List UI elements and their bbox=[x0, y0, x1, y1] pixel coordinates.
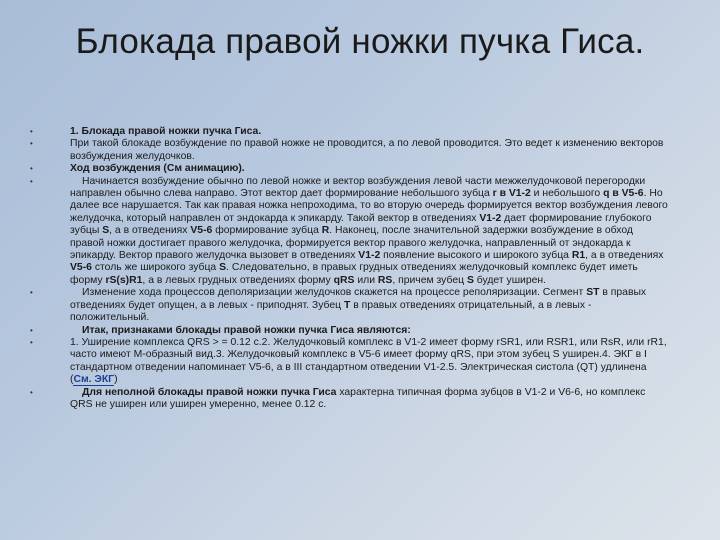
text-run: появление высокого и широкого зубца bbox=[380, 250, 572, 262]
text-run: и небольшого bbox=[530, 188, 604, 200]
bold-run: S bbox=[219, 262, 227, 274]
bold-run: q в V5-6 bbox=[603, 188, 644, 200]
bold-run: RS bbox=[377, 274, 393, 286]
bold-run: V5-6 bbox=[190, 225, 213, 237]
text-run: в правых отведениях отрицательный, а в левых - положительный. bbox=[70, 299, 592, 324]
see-ecg-link[interactable]: См. ЭКГ bbox=[73, 374, 115, 386]
bullet-item-6 bbox=[28, 325, 668, 337]
item-heading: Итак, признаками блокады правой ножки пучка Гиса являются: bbox=[82, 324, 411, 336]
bold-run: R bbox=[321, 225, 330, 237]
slide-title: Блокада правой ножки пучка Гиса. bbox=[75, 22, 645, 61]
text-run: столь же широкого зубца bbox=[91, 262, 220, 274]
text-run: или bbox=[354, 274, 378, 286]
bold-run: V1-2 bbox=[479, 212, 502, 224]
bold-run: R1 bbox=[571, 250, 586, 262]
bold-run: S bbox=[102, 225, 110, 237]
bold-run: rS(s)R1 bbox=[105, 274, 143, 286]
text-run: дает формирование глубокого зубцы bbox=[70, 212, 652, 237]
item-text: характерна типичная форма зубцов в V1-2 и V6-6, но комплекс QRS не уширен или уширен умеренно, менее 0.12 с. bbox=[70, 386, 646, 410]
text-run: Начинается возбуждение обычно по левой ножке и вектор возбуждения левой части межжелудочковой перегородки направлен обычно слева направо. Этот вектор дает формирование небольшого зубца bbox=[70, 175, 646, 200]
bold-run: T bbox=[343, 299, 351, 311]
bold-run: S bbox=[466, 274, 474, 286]
text-run: ) bbox=[114, 374, 118, 386]
text-run: . Наконец, после значительной задержки возбуждение в обход правой ножки достигает правого желудочка, формируется вектор правого желудочка, направленный от эндокарда к эпикарду. Вектор правого желудочка вызовет в отведениях bbox=[70, 225, 633, 262]
bullet-item-1 bbox=[28, 126, 668, 138]
item-text: При такой блокаде возбуждение по правой ножке не проводится, а по левой проводится. Это ведет к изменению векторов возбуждения желудочков. bbox=[70, 138, 664, 162]
text-run: , а в левых грудных отведениях форму bbox=[142, 274, 334, 286]
text-run: будет уширен. bbox=[473, 274, 547, 286]
bullet-item-4 bbox=[28, 176, 668, 288]
text-run: , причем зубец bbox=[392, 274, 467, 286]
bullet-item-7 bbox=[28, 337, 668, 387]
bullet-list bbox=[28, 126, 668, 411]
item-heading: Для неполной блокады правой ножки пучка Гиса bbox=[82, 386, 337, 398]
text-run: Изменение хода процессов деполяризации желудочков скажется на процессе реполяризации. Сегмент bbox=[82, 287, 587, 299]
bullet-item-8 bbox=[28, 387, 668, 412]
bullet-item-2 bbox=[28, 138, 668, 163]
text-run: . Но далее все нарушается. Так как правая ножка непроходима, то во вторую очередь формируется вектор возбуждения левого желудочка, который направлен от эндокарда к эпикарду. Такой вектор в отведениях bbox=[70, 188, 668, 224]
bullet-item-3 bbox=[28, 163, 668, 175]
text-run: формирование зубца bbox=[212, 225, 322, 237]
bold-run: qRS bbox=[333, 274, 355, 286]
item-heading: 1. Блокада правой ножки пучка Гиса. bbox=[70, 126, 262, 137]
bold-run: r в V1-2 bbox=[492, 188, 531, 200]
item-text: 1. Уширение комплекса QRS > = 0.12 с.2. Желудочковый комплекс в V1-2 имеет форму rSR1, или RSR1, или RsR, или rR1, часто имеют М-образный вид.3. Желудочковый комплекс в V5-6 имеет форму qRS, при этом зубец S уширен.4. ЭКГ в I стандартном отведении напоминает V5-6, а в III стандартном отведении V1-2.5. Электрическая систола (QT) удлинена ( bbox=[70, 336, 667, 386]
bold-run: V5-6 bbox=[70, 262, 92, 274]
item-heading: Ход возбуждения (См анимацию). bbox=[70, 163, 245, 175]
text-run: . Следовательно, в правых грудных отведениях желудочковый комплекс будет иметь форму bbox=[70, 262, 638, 286]
bold-run: ST bbox=[586, 287, 600, 299]
text-run: , а в отведениях bbox=[585, 250, 664, 262]
bold-run: V1-2 bbox=[358, 250, 381, 262]
text-run: в правых отведениях будет опущен, а в левых - приподнят. Зубец bbox=[70, 287, 647, 311]
text-run: , а в отведениях bbox=[109, 225, 191, 237]
bullet-item-5 bbox=[28, 287, 668, 324]
